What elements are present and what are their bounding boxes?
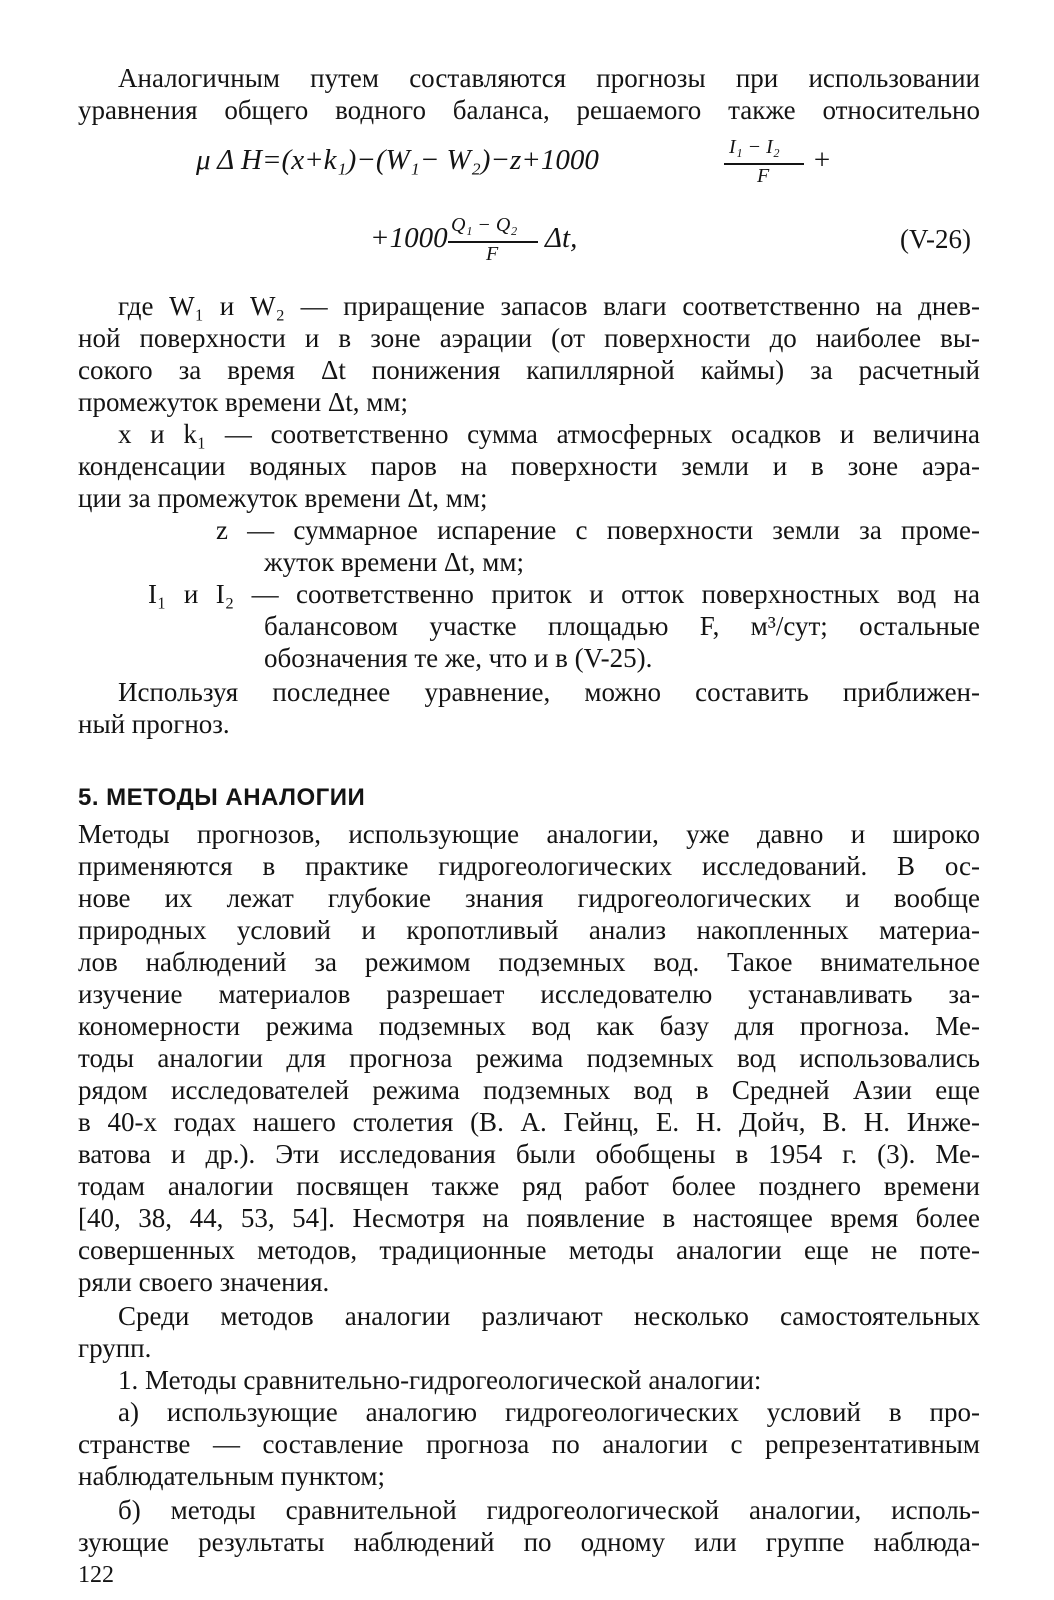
body-line: нове их лежат глубокие знания гидрогеологических и вообще	[78, 883, 980, 913]
closing-line: Используя последнее уравнение, можно составить приближен-	[118, 677, 980, 707]
equation-frac1-numerator: I₁ − I₂	[729, 136, 780, 158]
body-line: в 40-х годах нашего столетия (В. А. Гейнц, Е. Н. Дойч, В. Н. Инже-	[78, 1107, 980, 1137]
equation-row2-head: +1000	[370, 222, 448, 254]
body-line: изучение материалов разрешает исследователю устанавливать за-	[78, 979, 980, 1009]
equation-number: (V-26)	[900, 224, 971, 254]
groups-line: Среди методов аналогии различают несколько самостоятельных	[118, 1301, 980, 1331]
groups-line: странстве — составление прогноза по аналогии с репрезентативным	[78, 1429, 980, 1459]
definition-line: где W₁ и W₂ — приращение запасов влаги соответственно на днев-	[118, 291, 980, 321]
body-line: ряли своего значения.	[78, 1267, 330, 1297]
equation-frac1-denominator: F	[757, 165, 770, 187]
definition-line: z — суммарное испарение с поверхности земли за проме-	[216, 515, 980, 545]
body-line: рядом исследователей режима подземных вод в Средней Азии еще	[78, 1075, 980, 1105]
groups-line: б) методы сравнительной гидрогеологической аналогии, исполь-	[118, 1495, 980, 1525]
definition-line: ной поверхности и в зоне аэрации (от поверхности до наиболее вы-	[78, 323, 980, 353]
body-line: тодам аналогии посвящен также ряд работ более позднего времени	[78, 1171, 980, 1201]
body-line: ватова и др.). Эти исследования были обобщены в 1954 г. (3). Ме-	[78, 1139, 980, 1169]
equation-row1-lhs: μ Δ H=(x+k₁)−(W₁− W₂)−z+1000	[196, 144, 599, 176]
groups-line: групп.	[78, 1333, 152, 1363]
intro-line-1: Аналогичным путем составляются прогнозы при использовании	[118, 63, 980, 93]
groups-line: а) использующие аналогию гидрогеологических условий в про-	[118, 1397, 980, 1427]
body-line: кономерности режима подземных вод как базу для прогноза. Ме-	[78, 1011, 980, 1041]
equation-row2-tail: Δt,	[545, 222, 578, 254]
definition-line: сокого за время Δt понижения капиллярной каймы) за расчетный	[78, 355, 980, 385]
definition-line: обозначения те же, что и в (V-25).	[264, 643, 653, 673]
closing-line: ный прогноз.	[78, 709, 230, 739]
groups-line: 1. Методы сравнительно-гидрогеологической аналогии:	[118, 1365, 762, 1395]
intro-line-2: уравнения общего водного баланса, решаемого также относительно	[78, 95, 980, 125]
definition-line: конденсации водяных паров на поверхности земли и в зоне аэра-	[78, 451, 980, 481]
body-line: [40, 38, 44, 53, 54]. Несмотря на появление в настоящее время более	[78, 1203, 980, 1233]
body-line: природных условий и кропотливый анализ накопленных материа-	[78, 915, 980, 945]
definition-line: балансовом участке площадью F, м³/сут; остальные	[264, 611, 980, 641]
body-line: лов наблюдений за режимом подземных вод. Такое внимательное	[78, 947, 980, 977]
page-number: 122	[78, 1562, 114, 1588]
definition-line: ции за промежуток времени Δt, мм;	[78, 483, 488, 513]
definition-line: промежуток времени Δt, мм;	[78, 387, 408, 417]
equation-frac2-denominator: F	[486, 243, 499, 265]
body-line: тоды аналогии для прогноза режима подземных вод использовались	[78, 1043, 980, 1073]
equation-frac2-numerator: Q₁ − Q₂	[451, 214, 518, 236]
groups-line: наблюдательным пунктом;	[78, 1461, 385, 1491]
definition-line: I₁ и I₂ — соответственно приток и отток поверхностных вод на	[148, 579, 980, 609]
body-line: Методы прогнозов, использующие аналогии, уже давно и широко	[78, 819, 980, 849]
equation-row1-tail: +	[812, 144, 832, 176]
section-heading: 5. МЕТОДЫ АНАЛОГИИ	[78, 784, 366, 811]
definition-line: жуток времени Δt, мм;	[264, 547, 524, 577]
definition-line: x и k₁ — соответственно сумма атмосферных осадков и величина	[118, 419, 980, 449]
body-line: применяются в практике гидрогеологических исследований. В ос-	[78, 851, 980, 881]
groups-line: зующие результаты наблюдений по одному или группе наблюда-	[78, 1527, 980, 1557]
body-line: совершенных методов, традиционные методы аналогии еще не поте-	[78, 1235, 980, 1265]
